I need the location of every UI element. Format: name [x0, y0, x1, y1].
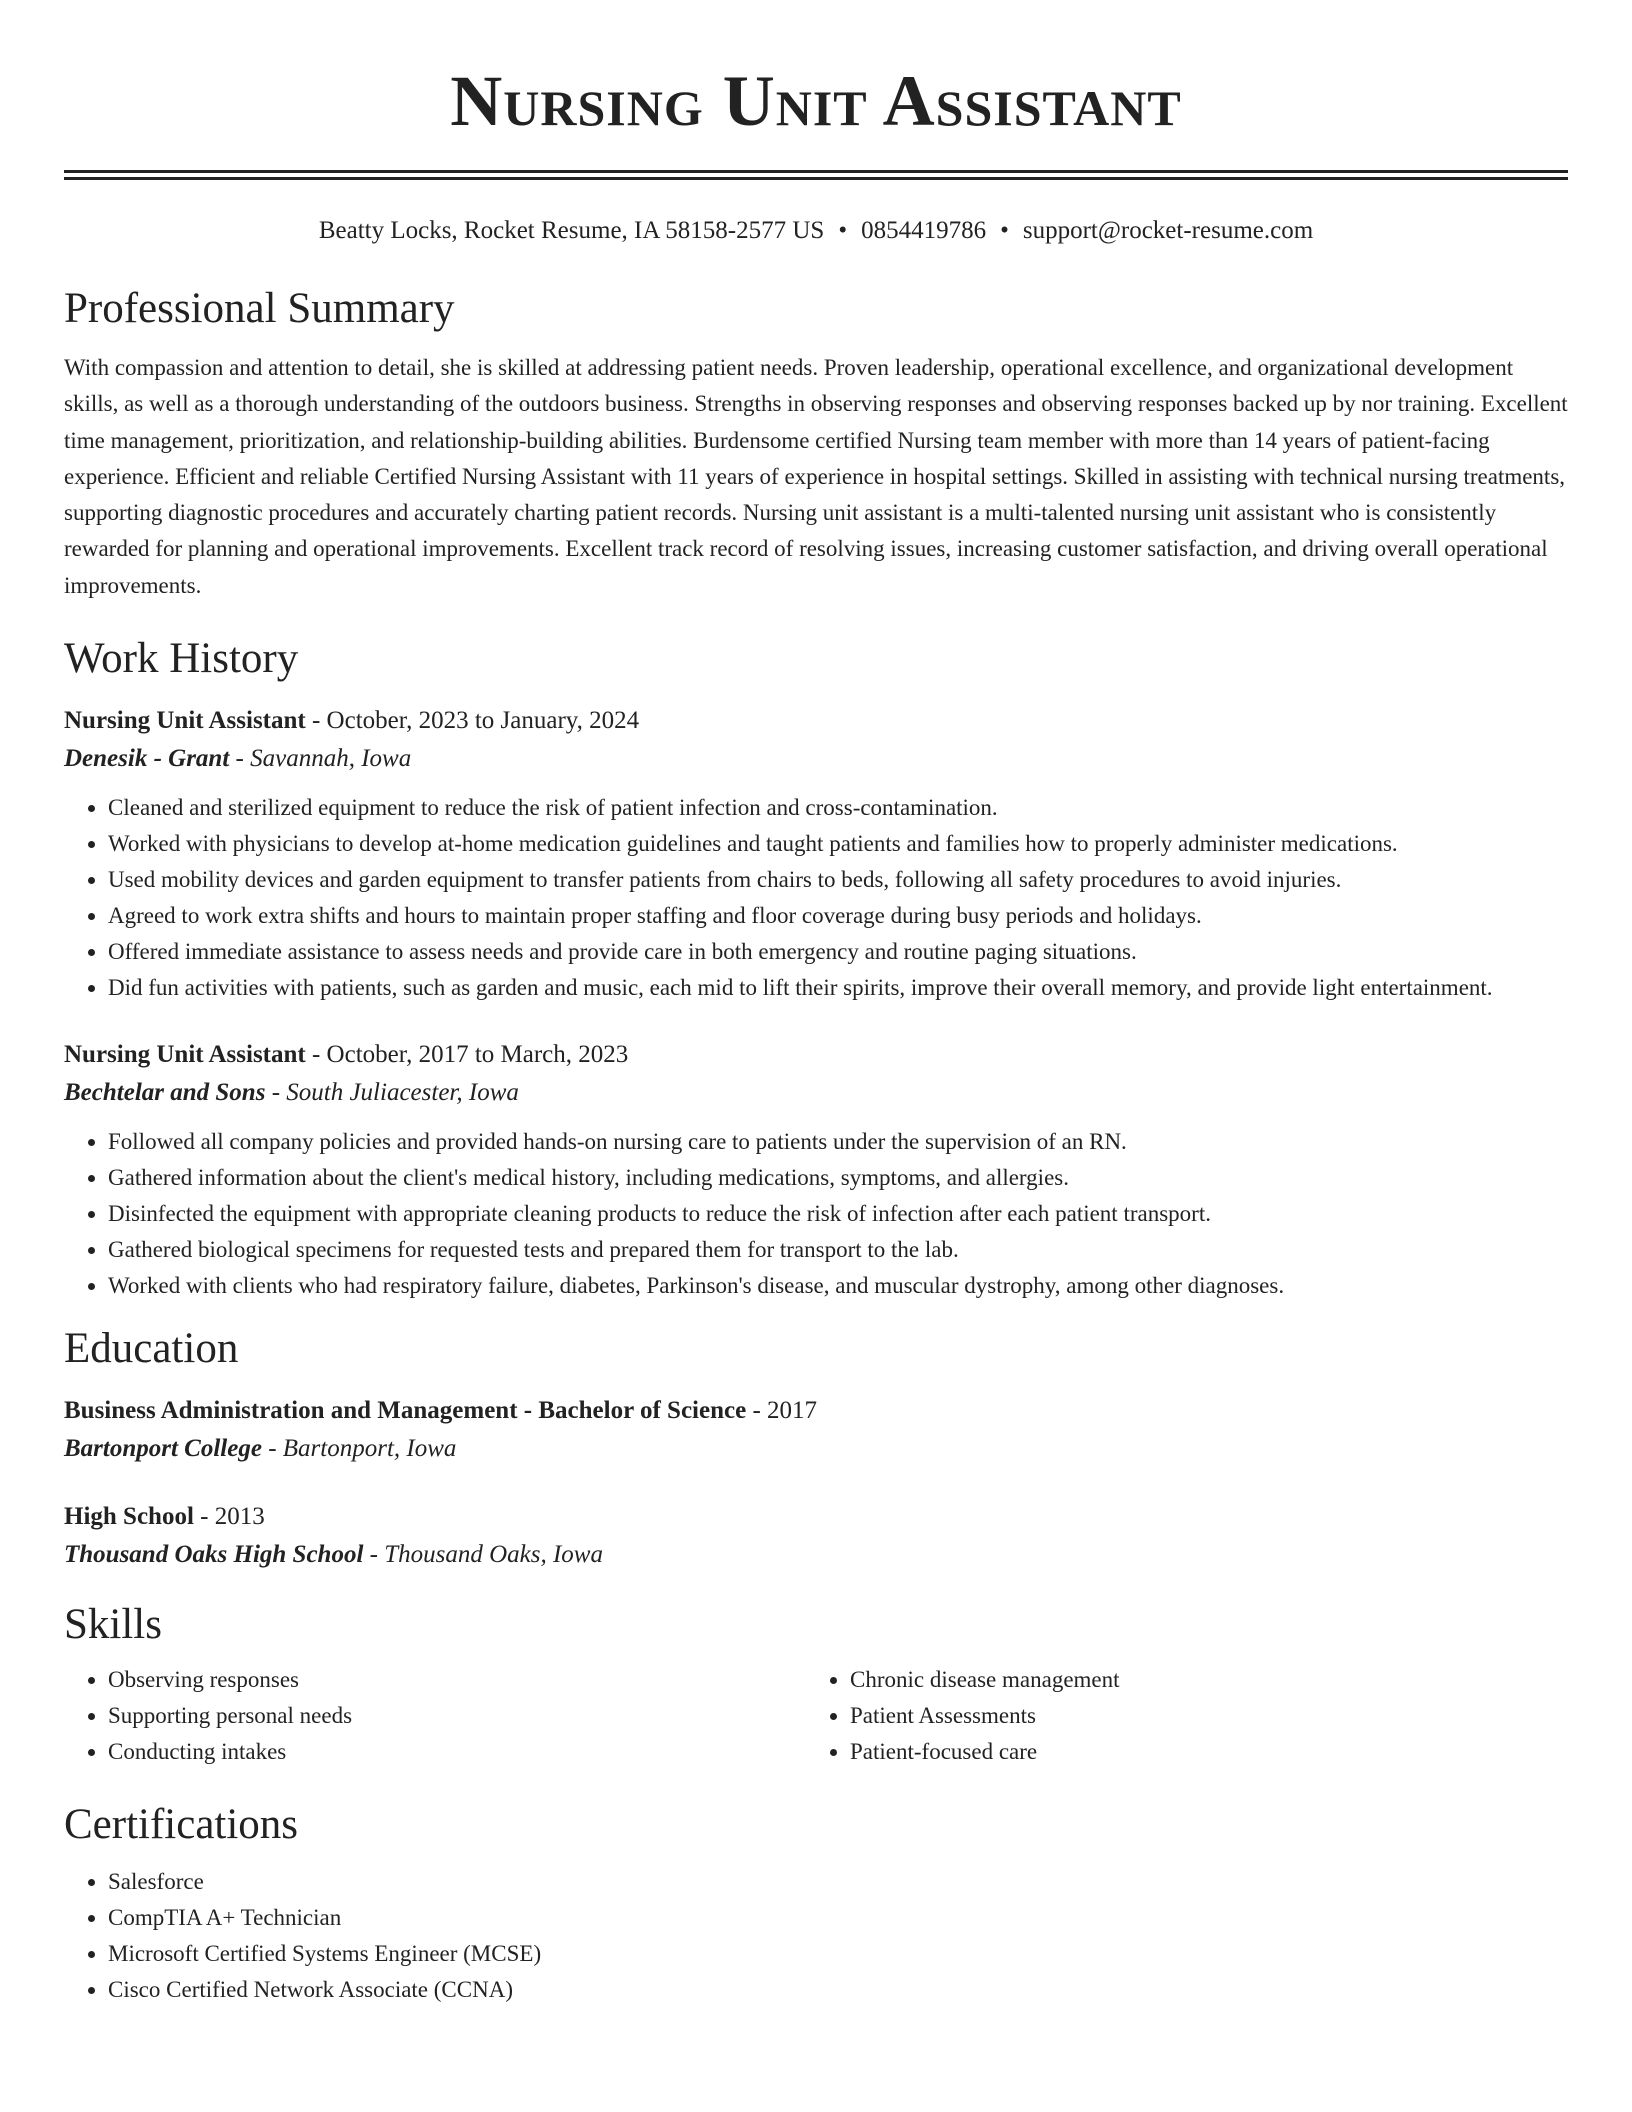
section-title-certifications: Certifications: [64, 1801, 299, 1849]
list-item: • Agreed to work extra shifts and hours to maintain proper staffing and floor coverage during busy periods and holidays.: [108, 898, 1568, 934]
contact-address: Beatty Locks, Rocket Resume, IA 58158-2577 US: [318, 217, 825, 244]
contact-separator: •: [1000, 217, 1009, 244]
list-item: • Gathered information about the client's medical history, including medications, symptoms, and allergies.: [108, 1160, 1568, 1196]
section-title-education: Education: [64, 1325, 239, 1373]
section-title-work-history: Work History: [64, 635, 299, 683]
education-school-line: [64, 1430, 1568, 1468]
list-item: • Microsoft Certified Systems Engineer (MCSE): [108, 1936, 1568, 1972]
list-item: • Supporting personal needs: [108, 1698, 806, 1734]
list-item: • Gathered biological specimens for requested tests and prepared them for transport to the lab.: [108, 1232, 1568, 1268]
list-item: • Conducting intakes: [108, 1734, 806, 1770]
header-double-rule: [64, 170, 1568, 180]
list-item: • Patient-focused care: [850, 1734, 1548, 1770]
education-entry: [64, 1392, 1568, 1468]
job-dates: - October, 2017 to March, 2023: [305, 1041, 629, 1069]
job-location: - Savannah, Iowa: [229, 745, 412, 773]
job-location: - South Juliacester, Iowa: [265, 1079, 519, 1107]
education-location: - Bartonport, Iowa: [261, 1435, 457, 1463]
job-company: Bechtelar and Sons: [64, 1079, 266, 1107]
list-item: • Observing responses: [108, 1662, 806, 1698]
education-degree: Business Administration and Management - Bachelor of Science: [64, 1397, 747, 1425]
skills-column-right: [806, 1662, 1548, 1770]
job-heading: [64, 1036, 1568, 1074]
education-heading: [64, 1498, 1568, 1536]
section-title-skills: Skills: [64, 1601, 162, 1649]
list-item: • CompTIA A+ Technician: [108, 1900, 1568, 1936]
resume-name: Nursing Unit Assistant: [450, 61, 1182, 141]
list-item: • Chronic disease management: [850, 1662, 1548, 1698]
job-employer: [64, 740, 1568, 778]
summary-text: With compassion and attention to detail, she is skilled at addressing patient needs. Proven leadership, operational excellence, and organizational development skills, as well as a thorough understanding of the outdoors business. Strengths in observing responses and observing responses backed up by nor training. Excellent time management, prioritization, and relationship-building abilities. Burdensome certified Nursing team member with more than 14 years of patient-facing experience. Efficient and reliable Certified Nursing Assistant with 11 years of experience in hospital settings. Skilled in assisting with technical nursing treatments, supporting diagnostic procedures and accurately charting patient records. Nursing unit assistant is a multi-talented nursing unit assistant who is consistently rewarded for planning and operational improvements. Excellent track record of resolving issues, increasing customer satisfaction, and driving overall operational improvements.: [64, 355, 1568, 598]
education-heading: [64, 1392, 1568, 1430]
list-item: • Worked with clients who had respiratory failure, diabetes, Parkinson's disease, and muscular dystrophy, among other diagnoses.: [108, 1268, 1568, 1304]
list-item: • Followed all company policies and provided hands-on nursing care to patients under the supervision of an RN.: [108, 1124, 1568, 1160]
section-title-summary: Professional Summary: [64, 285, 455, 332]
contact-separator: •: [838, 217, 848, 244]
list-item: • Patient Assessments: [850, 1698, 1548, 1734]
list-item: • Did fun activities with patients, such as garden and music, each mid to lift their spirits, improve their overall memory, and provide light entertainment.: [108, 970, 1568, 1006]
list-item: • Worked with physicians to develop at-home medication guidelines and taught patients and families how to properly administer medications.: [108, 826, 1568, 862]
education-year: - 2017: [746, 1397, 818, 1425]
skills-grid: [64, 1662, 1568, 1770]
job-bullets: [64, 790, 1568, 1006]
job-heading: [64, 702, 1568, 740]
education-entry: [64, 1498, 1568, 1574]
contact-email[interactable]: support@rocket-resume.com: [1022, 217, 1314, 244]
job-entry: [64, 1036, 1568, 1304]
education-year: - 2013: [193, 1503, 265, 1531]
job-bullets: [64, 1124, 1568, 1304]
list-item: • Offered immediate assistance to assess needs and provide care in both emergency and routine paging situations.: [108, 934, 1568, 970]
job-role: Nursing Unit Assistant: [64, 1041, 306, 1069]
job-role: Nursing Unit Assistant: [64, 707, 306, 735]
education-degree: High School: [64, 1503, 194, 1531]
list-item: • Used mobility devices and garden equipment to transfer patients from chairs to beds, following all safety procedures to avoid injuries.: [108, 862, 1568, 898]
job-employer: [64, 1074, 1568, 1112]
education-school-line: [64, 1536, 1568, 1574]
job-dates: - October, 2023 to January, 2024: [305, 707, 640, 735]
list-item: • Cleaned and sterilized equipment to reduce the risk of patient infection and cross-contamination.: [108, 790, 1568, 826]
job-entry: [64, 702, 1568, 1006]
list-item: • Cisco Certified Network Associate (CCNA): [108, 1972, 1568, 2008]
certifications-list: [64, 1864, 1568, 2008]
skills-column-left: [64, 1662, 806, 1770]
contact-phone: 0854419786: [861, 217, 987, 244]
job-company: Denesik - Grant: [64, 745, 230, 773]
list-item: • Disinfected the equipment with appropriate cleaning products to reduce the risk of infection after each patient transport.: [108, 1196, 1568, 1232]
education-location: - Thousand Oaks, Iowa: [363, 1541, 603, 1569]
education-school: Thousand Oaks High School: [64, 1541, 364, 1569]
contact-line: [64, 214, 1568, 248]
education-school: Bartonport College: [64, 1435, 262, 1463]
list-item: • Salesforce: [108, 1864, 1568, 1900]
